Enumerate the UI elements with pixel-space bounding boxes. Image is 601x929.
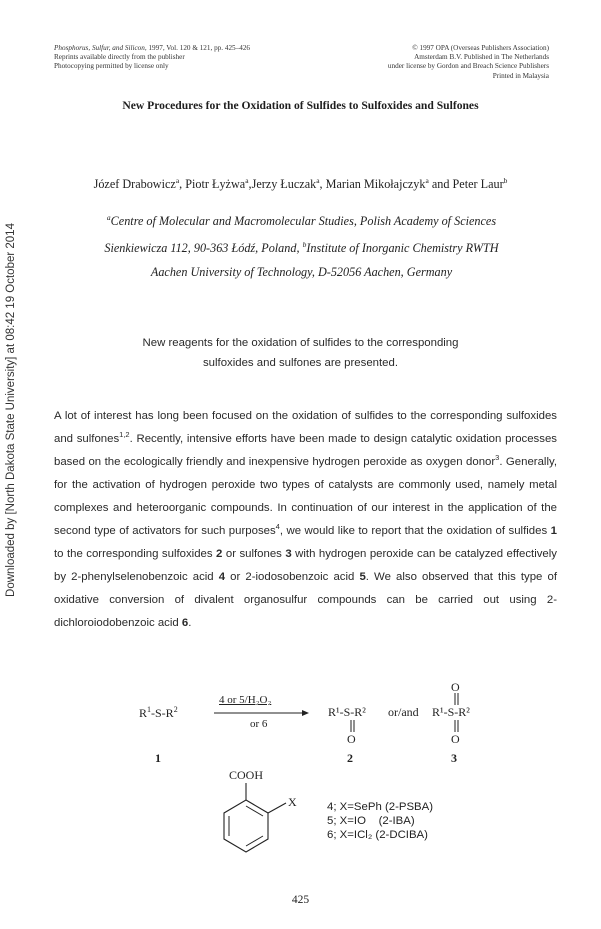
journal-volume: 1997, Vol. 120 & 121, pp. 425–426: [148, 44, 251, 52]
copyright-line: © 1997 OPA (Overseas Publishers Association): [412, 44, 549, 52]
compound-4: 4: [218, 571, 226, 583]
body-text-10: .: [188, 617, 192, 629]
author-affil-mark: a: [425, 176, 429, 185]
body-text-2: . Recently, intensive efforts have been made to design catalytic oxidation processes based on the ecologically friendly and inexpensive hydrogen peroxide as oxygen donor: [54, 433, 557, 468]
cooh-label: COOH: [229, 768, 264, 782]
body-text-9: . We also observed that this type of oxidative conversion of divalent organosulfur compounds can be carried out using 2-dichloroiodobenzoic acid: [54, 571, 557, 629]
body-text-3: . Generally, for the activation of hydrogen peroxide two types of catalysts are commonly used, namely metal complexes and heteroorganic compounds. In continuation of our interest in the application of the second type of activators for such purposes: [54, 456, 557, 537]
body-text-1: A lot of interest has long been focused on the oxidation of sulfides to the corresponding sulfoxides and sulfones: [54, 410, 557, 445]
affil-mark-b: b: [302, 240, 307, 250]
compound-2: 2: [216, 548, 223, 560]
sulfoxide-formula: R¹-S-R²: [328, 705, 366, 719]
sulfide-core: -S-R: [151, 706, 174, 720]
r-symbol: R: [139, 706, 148, 720]
reprint-note: Reprints available directly from the publisher: [54, 53, 185, 62]
affil-mark-a: a: [106, 213, 111, 222]
author-name: Marian Mikołajczyk: [325, 177, 426, 192]
journal-name: Phosphorus, Sulfur, and Silicon,: [54, 44, 147, 52]
author-separator: ,: [319, 177, 326, 192]
author-name: Peter Laur: [452, 177, 504, 192]
body-text-7: with hydrogen peroxide can be catalyzed effectively by 2-phenylselenobenzoic acid: [54, 548, 557, 583]
affil-line-2a: Sienkiewicza 112, 90-363 Łódź, Poland,: [104, 241, 303, 256]
r-index-1: 1: [147, 705, 152, 714]
sulfoxide-oxygen: O: [347, 732, 356, 746]
abstract: [90, 333, 511, 373]
compound-5: 5: [359, 571, 366, 583]
compound-6: 6: [181, 617, 189, 629]
affil-line-3: Aachen University of Technology, D-52056 Aachen, Germany: [150, 265, 453, 280]
sulfide-formula: [139, 705, 178, 721]
author-name: Józef Drabowicz: [93, 177, 176, 192]
sulfone-double-bond-top: [453, 693, 461, 707]
caption-5: 5; X=IO (2-IBA): [327, 815, 415, 827]
affiliations: [40, 206, 563, 284]
body-text-5: to the corresponding sulfoxides: [54, 548, 217, 560]
affil-line-2b: Institute of Inorganic Chemistry RWTH: [306, 241, 499, 256]
sulfone-oxygen-top: O: [451, 680, 460, 694]
benzene-ring: [200, 768, 320, 878]
author-name: Piotr Łyżwa: [185, 177, 246, 192]
abstract-line-1: New reagents for the oxidation of sulfides to the corresponding: [142, 337, 459, 349]
author-separator: ,: [179, 177, 186, 192]
author-name: Jerzy Łuczak: [251, 177, 317, 192]
reference-3: 3: [495, 453, 500, 463]
license-line: under license by Gordon and Breach Science Publishers: [387, 62, 549, 71]
author-affil-mark: b: [503, 176, 508, 185]
download-stamp-text: Downloaded by [North Dakota State University] at 08:42 19 October 2014: [5, 223, 17, 597]
or-and-label: or/and: [388, 705, 419, 719]
arrow-reagent-top: 4 or 5/H₂O₂: [219, 694, 272, 706]
reference-1-2: 1,2: [119, 430, 130, 440]
sulfone-oxygen-bottom: O: [451, 732, 460, 746]
scheme-label-3: 3: [451, 751, 457, 765]
author-separator: and: [428, 177, 453, 192]
abstract-line-2: sulfoxides and sulfones are presented.: [202, 357, 399, 369]
author-affil-mark: a: [316, 176, 320, 185]
arrow-reagent-bottom: or 6: [250, 718, 268, 730]
page-number: 425: [291, 894, 310, 906]
journal-header-left: [54, 44, 250, 72]
body-text-6: or sulfones: [222, 548, 286, 560]
compound-3: 3: [285, 548, 292, 560]
affil-line-1: Centre of Molecular and Macromolecular Studies, Polish Academy of Sciences: [110, 214, 497, 229]
body-paragraph: [54, 405, 557, 635]
sulfone-formula: R¹-S-R²: [432, 705, 470, 719]
photocopy-note: Photocopying permitted by license only: [54, 62, 169, 71]
reference-4: 4: [275, 522, 280, 532]
caption-4: 4; X=SePh (2-PSBA): [327, 801, 434, 813]
compound-1: 1: [550, 525, 557, 537]
caption-6: 6; X=ICl₂ (2-DCIBA): [327, 829, 428, 841]
author-separator: ,: [248, 177, 252, 192]
author-affil-mark: a: [175, 176, 180, 185]
download-stamp: [2, 150, 20, 670]
author-list: [0, 176, 601, 192]
journal-header-right: [388, 44, 549, 81]
r-index-2: 2: [173, 705, 178, 714]
scheme-label-2: 2: [347, 751, 353, 765]
compound-captions: [327, 800, 433, 842]
body-text-4: , we would like to report that the oxidation of sulfides: [279, 525, 551, 537]
reaction-arrow: [214, 708, 310, 718]
publisher-line: Amsterdam B.V. Published in The Netherlands: [414, 53, 549, 62]
author-affil-mark: a: [245, 176, 249, 185]
scheme-label-1: 1: [155, 751, 161, 765]
printed-line: Printed in Malaysia: [492, 71, 549, 80]
paper-title: New Procedures for the Oxidation of Sulfides to Sulfoxides and Sulfones: [122, 99, 479, 112]
substituent-x: X: [288, 795, 297, 809]
body-text-8: or 2-iodosobenzoic acid: [225, 571, 360, 583]
benzoic-acid-structure: [200, 768, 320, 878]
